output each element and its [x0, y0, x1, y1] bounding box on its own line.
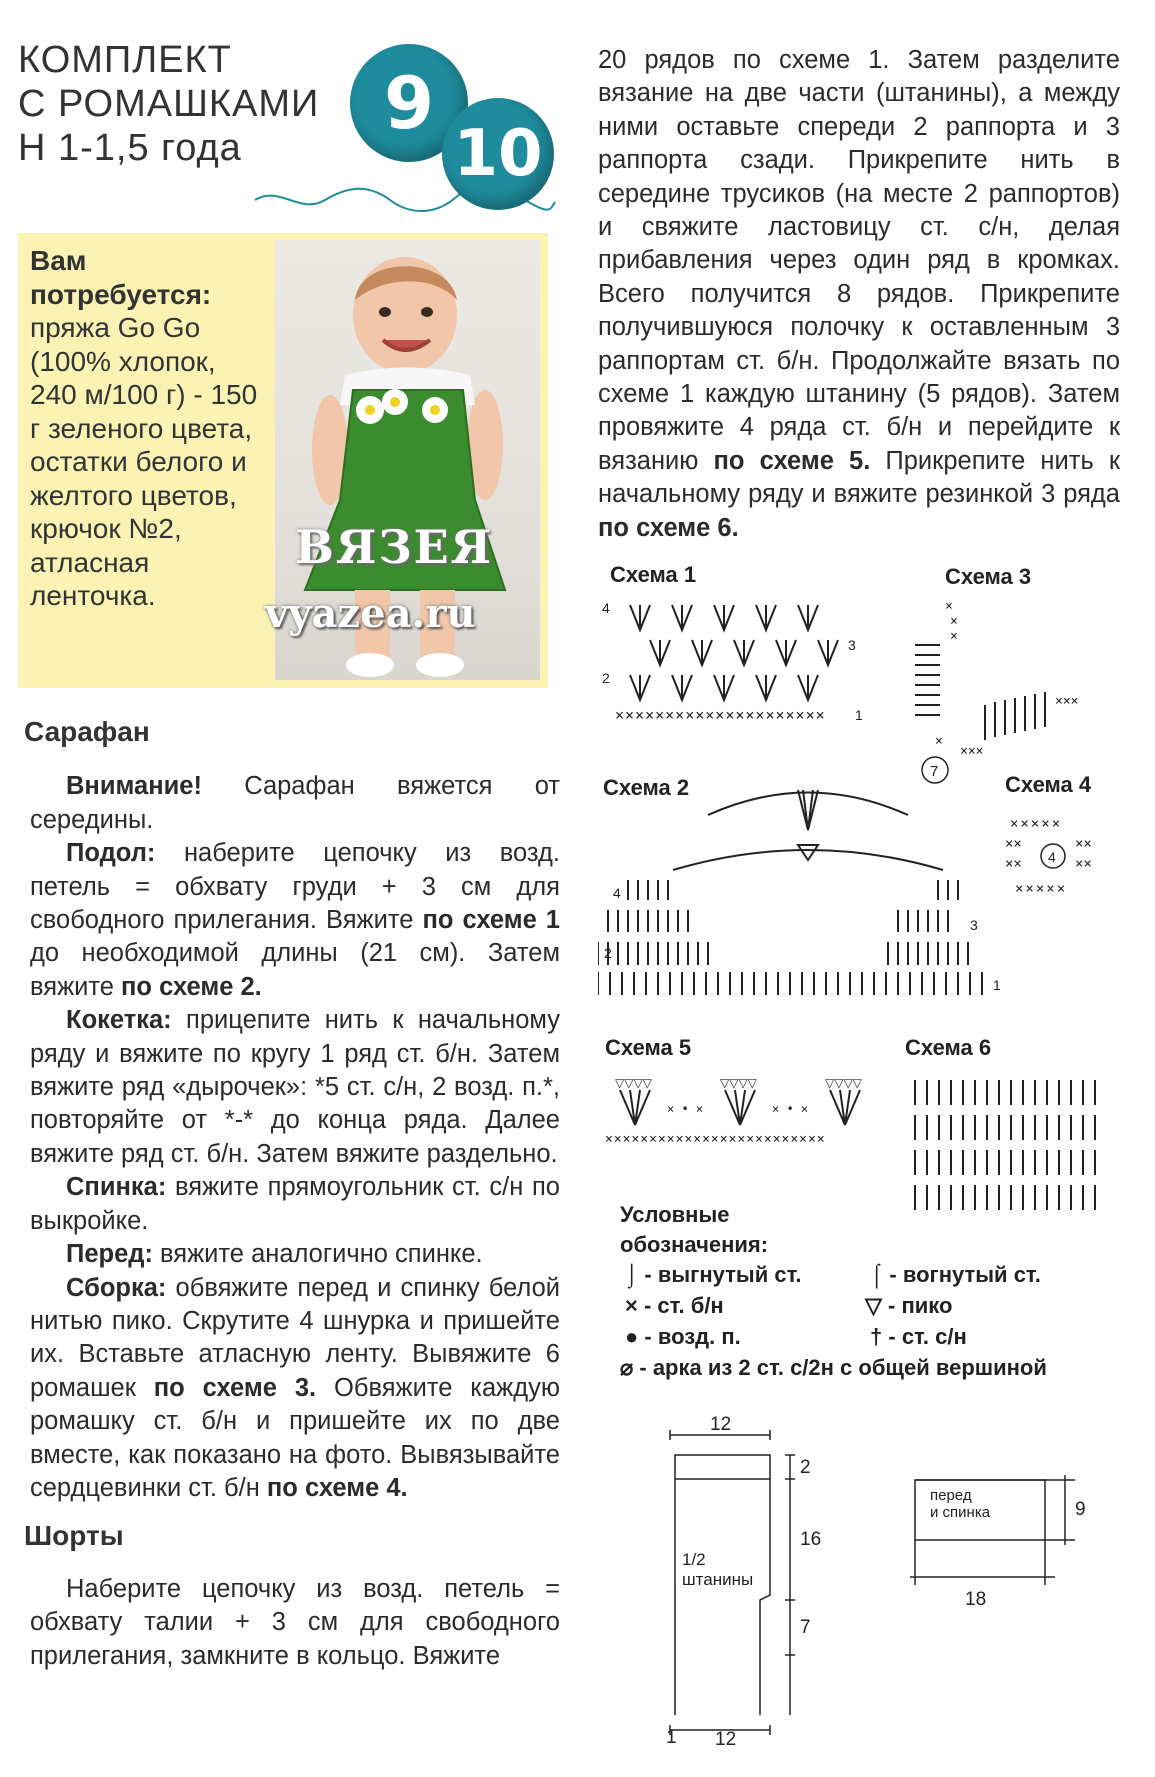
svg-text:▽▽▽▽: ▽▽▽▽ [615, 1076, 652, 1090]
scheme-5-diagram [605, 1075, 895, 1150]
shorts-label-2: штанины [682, 1570, 754, 1589]
p4-bold: Спинка: [66, 1173, 167, 1202]
p1-bold: Внимание! [66, 772, 202, 801]
scheme-4-label: Схема 4 [1005, 772, 1092, 797]
svg-text:××: ×× [1005, 836, 1022, 852]
dim-18: 18 [965, 1589, 987, 1610]
legend-item-chain [625, 1324, 741, 1350]
sarafan-section [24, 715, 560, 1673]
shorts-p2 [598, 44, 1120, 545]
legend-text-2: - ст. б/н [643, 1293, 724, 1318]
cross-icon: × [625, 1293, 638, 1318]
scheme-5-label: Схема 5 [605, 1035, 692, 1060]
s2-row2-num: 2 [604, 945, 612, 961]
dim-9: 9 [1075, 1499, 1086, 1520]
s2-row4-num: 4 [613, 885, 621, 901]
dc-stitch-icon: † [870, 1324, 883, 1349]
legend-item-arch [620, 1355, 1047, 1381]
svg-text:××: ×× [1005, 856, 1022, 872]
legend-title-1: Условные [620, 1202, 730, 1227]
materials-list: пряжа Go Go (100% хлопок, 240 м/100 г) - 150 г зеленого цвета, остатки белого и желтого цветов, крючок №2, атласная ленточка. [30, 312, 258, 611]
svg-text:× • ×: × • × [772, 1102, 809, 1116]
sarafan-p2 [30, 837, 560, 1004]
svg-text:××: ×× [1075, 856, 1092, 872]
p2-bold: Подол: [66, 839, 156, 868]
s4-center-num: 4 [1048, 849, 1056, 865]
s1-row3-num: 3 [848, 637, 856, 653]
legend-item-picot [865, 1293, 952, 1319]
dot-icon: ● [625, 1324, 639, 1349]
svg-text:×××××: ××××× [1015, 881, 1068, 897]
size-badge-10: 10 [442, 98, 554, 210]
svg-text:▽▽▽▽: ▽▽▽▽ [720, 1076, 757, 1090]
scheme-3-label: Схема 3 [945, 564, 1032, 589]
p6-ref1: по схеме 3. [153, 1373, 317, 1402]
s3-center-num: 7 [930, 763, 939, 780]
svg-text:× • ×: × • × [667, 1102, 704, 1116]
picot-triangle-icon: ▽ [865, 1293, 882, 1318]
svg-text:▽▽▽▽: ▽▽▽▽ [825, 1076, 862, 1090]
front-back-pattern [905, 1465, 1115, 1615]
svg-text:×: × [945, 599, 953, 614]
legend-text-1: - вогнутый ст. [889, 1262, 1041, 1287]
svg-text:××: ×× [1075, 836, 1092, 852]
shorts-p2-text-b: Прикрепите нить к начальному ряду и вяжите резинкой 3 ряда [598, 446, 1121, 509]
shorts-continued [598, 44, 1120, 545]
legend-text-6: - арка из 2 ст. с/2н с общей вершиной [639, 1355, 1047, 1380]
svg-text:×××××: ××××× [1010, 816, 1063, 832]
outward-stitch-icon: ⌡ [625, 1262, 639, 1287]
legend-item-sc [625, 1293, 724, 1319]
p3-text: прицепите нить к начальному ряду и вяжите по кругу 1 ряд ст. б/н. Затем вяжите ряд «дырочек»: *5 ст. с/н, 2 возд. п.*, повторяйте от *-* до конца ряда. Далее вяжите ряд ст. б/н. Затем вяжите раздельно. [30, 1006, 560, 1168]
title-line-3: Н 1-1,5 года [18, 127, 242, 169]
svg-text:×××: ××× [1055, 694, 1079, 709]
inward-stitch-icon: ⌠ [870, 1262, 884, 1287]
sarafan-p3 [30, 1004, 560, 1171]
dim-bottom: 12 [715, 1729, 737, 1745]
materials-heading: Вам потребуется: [30, 245, 212, 310]
s2-row1-num: 1 [993, 977, 1001, 993]
sarafan-heading: Сарафан [24, 716, 150, 747]
svg-text:×: × [950, 629, 958, 644]
legend-text-4: - возд. п. [644, 1324, 741, 1349]
p2-ref1: по схеме 1 [422, 906, 560, 935]
front-label-2: и спинка [930, 1504, 991, 1521]
title-line-2: С РОМАШКАМИ [18, 83, 320, 125]
scheme-1-diagram [600, 595, 880, 735]
materials-text [30, 244, 270, 613]
p5-bold: Перед: [66, 1240, 153, 1269]
sarafan-p6 [30, 1272, 560, 1506]
p6-text-a: обвяжите перед и спинку белой нитью пико. Скрутите 4 шнурка и пришейте их. Вставьте атласную ленту. Вывяжите 6 ромашек [30, 1273, 560, 1402]
svg-text:×××: ××× [960, 744, 984, 759]
arch-icon: ⌀ [620, 1355, 634, 1380]
scheme-2-diagram [598, 760, 1018, 1000]
s1-row3 [650, 640, 838, 665]
dim-2: 2 [800, 1457, 811, 1478]
legend [620, 1200, 1140, 1380]
p2-text-a: наберите цепочку из возд. петель = обхвату груди + 3 см для свободного прилегания. Вяжите [30, 839, 560, 935]
shorts-p2-text-a: 20 рядов по схеме 1. Затем разделите вязание на две части (штанины), а между ними оставьте спереди 2 раппорта и 3 раппорта сзади. Прикрепите нить в середине трусиков (на месте 2 раппортов) и свяжите ластовицу ст. с/н, делая прибавления через один ряд в кромках. Всего получится 8 рядов. Прикрепите получившуюся полочку к оставленным 3 раппортам ст. б/н. Продолжайте вязать по схеме 1 каждую штанину (5 рядов). Затем провяжите 4 ряда ст. б/н и перейдите к вязанию [598, 46, 1120, 475]
dim-16: 16 [800, 1529, 822, 1550]
s1-row4-num: 4 [602, 600, 610, 616]
s1-row2 [630, 675, 818, 700]
title-line-1: КОМПЛЕКТ [18, 39, 232, 81]
legend-item-dc [870, 1324, 967, 1350]
shorts-p1: Наберите цепочку из возд. петель = обхвату талии + 3 см для свободного прилегания, замкните в кольцо. Вяжите [30, 1574, 560, 1670]
p5-text: вяжите аналогично спинке. [152, 1240, 483, 1269]
p4-text: вяжите прямоугольник ст. с/н по выкройке. [30, 1173, 560, 1235]
scheme-6-label: Схема 6 [905, 1035, 992, 1060]
p2-ref2: по схеме 2. [121, 972, 262, 1001]
scheme-1-label: Схема 1 [610, 562, 697, 587]
p2-text-b: до необходимой длины (21 см). Затем вяжите [30, 939, 560, 1001]
shorts-label-1: 1/2 [682, 1550, 706, 1569]
legend-text-5: - ст. с/н [888, 1324, 967, 1349]
sarafan-p1 [30, 770, 560, 837]
watermark-url: vyazea.ru [265, 590, 476, 637]
svg-text:×: × [950, 614, 958, 629]
dim-1: 1 [666, 1727, 677, 1745]
legend-title-2: обозначения: [620, 1232, 769, 1257]
p1-text: Сарафан вяжется от середины. [30, 772, 560, 834]
s2-row3-num: 3 [970, 917, 978, 933]
dim-7: 7 [800, 1617, 811, 1638]
legend-text-3: - пико [888, 1293, 953, 1318]
p6-ref2: по схеме 4. [266, 1473, 408, 1502]
shorts-p2-ref2: по схеме 6. [598, 513, 739, 542]
legend-text-0: - выгнутый ст. [644, 1262, 802, 1287]
legend-item-inward-stitch [870, 1262, 1041, 1288]
svg-text:×××××××××××××××××××××: ××××××××××××××××××××× [615, 706, 826, 724]
s1-row1-num: 1 [855, 707, 863, 723]
p3-bold: Кокетка: [66, 1006, 172, 1035]
scheme-2-label: Схема 2 [603, 775, 690, 800]
size-badge-9: 9 [350, 44, 468, 162]
sarafan-p4 [30, 1171, 560, 1238]
s1-row4 [630, 605, 818, 630]
legend-item-outward-stitch [625, 1262, 802, 1288]
s1-row2-num: 2 [602, 670, 610, 686]
page-title [18, 38, 319, 170]
p6-text-b: Обвяжите каждую ромашку ст. б/н и пришейте их по две вместе, как показано на фото. Вывязывайте сердцевинки ст. б/н [30, 1373, 560, 1502]
sarafan-p5 [30, 1238, 560, 1271]
dim-top: 12 [710, 1415, 732, 1435]
svg-text:×: × [935, 734, 943, 749]
shorts-pattern [660, 1415, 860, 1745]
front-label-1: перед [930, 1487, 972, 1504]
watermark-title: ВЯЗЕЯ [295, 520, 494, 574]
scheme-4-diagram [1005, 808, 1115, 903]
shorts-p2-ref1: по схеме 5. [713, 446, 871, 475]
shorts-heading: Шорты [24, 1520, 124, 1552]
p6-bold: Сборка: [66, 1273, 167, 1302]
svg-text:×××××××××××××××××××××××××: ××××××××××××××××××××××××× [605, 1132, 826, 1147]
